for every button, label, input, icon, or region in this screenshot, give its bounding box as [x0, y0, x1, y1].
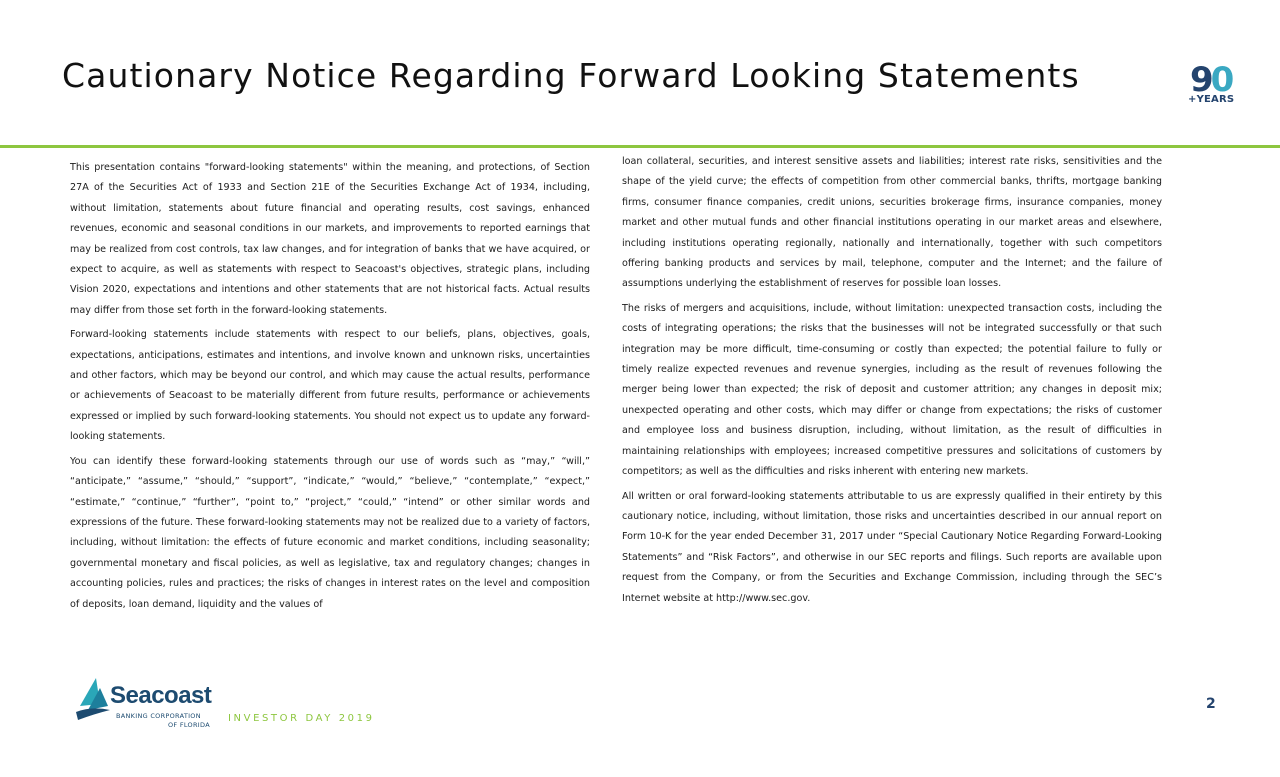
paragraph: You can identify these forward-looking statements through our use of words such as “may,” “will,” “anticipate,” “assume,” “should,” “support”, “indicate,” “would,” “believe,” “contemplate,” “expect,” “estimate,” “continue,” “further”, “point to,” “project,” “could,” “intend” or other similar words and expressions of the future. These forward-looking statements may not be realized due to a variety of factors, including, without limitation: the effects of future economic and market conditions, including seasonality; governmental monetary and fiscal policies, as well as legislative, tax and regulatory changes; changes in accounting policies, rules and practices; the risks of changes in interest rates on the level and composition of deposits, loan demand, liquidity and the values of [70, 455, 590, 610]
paragraph: Forward-looking statements include statements with respect to our beliefs, plans, objectives, goals, expectations, anticipations, estimates and intentions, and involve known and unknown risks, uncertainties and other factors, which may be beyond our control, and which may cause the actual results, performance or achievements of Seacoast to be materially different from future results, performance or achievements expressed or implied by such forward-looking statements. You should not expect us to update any forward-looking statements. [70, 329, 590, 443]
paragraph: All written or oral forward-looking statements attributable to us are expressly qualified in their entirety by this cautionary notice, including, without limitation, those risks and uncertainties described in our annual report on Form 10-K for the year ended December 31, 2017 under “Special Cautionary Notice Regarding Forward-Looking Statements” and “Risk Factors”, and otherwise in our SEC reports and filings. Such reports are available upon request from the Company, or from the Securities and Exchange Commission, including through the SEC’s Internet website at http://www.sec.gov. [622, 490, 1162, 604]
left-column [70, 158, 590, 619]
logo-subtitle-2: OF FLORIDA [168, 721, 210, 729]
right-column [622, 152, 1162, 613]
90-years-badge-icon [1186, 60, 1236, 108]
badge-number: 90 [1190, 60, 1232, 100]
logo-subtitle: BANKING CORPORATION [116, 712, 201, 720]
badge-label: +YEARS [1188, 94, 1235, 105]
page-title: Cautionary Notice Regarding Forward Looking Statements [62, 56, 1080, 95]
seacoast-logo [66, 660, 216, 746]
event-label: INVESTOR DAY 2019 [228, 713, 375, 724]
header-divider [0, 145, 1280, 148]
logo-wordmark: Seacoast [110, 682, 212, 709]
paragraph: This presentation contains "forward-looking statements" within the meaning, and protections, of Section 27A of the Securities Act of 1933 and Section 21E of the Securities Exchange Act of 1934, including, without limitation, statements about future financial and operating results, cost savings, enhanced revenues, economic and seasonal conditions in our markets, and improvements to reported earnings that may be realized from cost controls, tax law changes, and for integration of banks that we have acquired, or expect to acquire, as well as statements with respect to Seacoast's objectives, strategic plans, including Vision 2020, expectations and intentions and other statements that are not historical facts. Actual results may differ from those set forth in the forward-looking statements. [70, 162, 590, 316]
paragraph: loan collateral, securities, and interest sensitive assets and liabilities; interest rate risks, sensitivities and the shape of the yield curve; the effects of competition from other commercial banks, thrifts, mortgage banking firms, consumer finance companies, credit unions, securities brokerage firms, insurance companies, money market and other mutual funds and other financial institutions operating in our market areas and elsewhere, including institutions operating regionally, nationally and internationally, together with such competitors offering banking products and services by mail, telephone, computer and the Internet; and the failure of assumptions underlying the establishment of reserves for possible loan losses. [622, 156, 1162, 290]
page-number: 2 [1206, 696, 1216, 712]
paragraph: The risks of mergers and acquisitions, include, without limitation: unexpected transaction costs, including the costs of integrating operations; the risks that the businesses will not be integrated successfully or that such integration may be more difficult, time-consuming or costly than expected; the potential failure to fully or timely realize expected revenues and revenue synergies, including as the result of revenues following the merger being lower than expected; the risk of deposit and customer attrition; any changes in deposit mix; unexpected operating and other costs, which may differ or change from expectations; the risks of customer and employee loss and business disruption, including, without limitation, as the result of difficulties in maintaining relationships with employees; increased competitive pressures and solicitations of customers by competitors; as well as the difficulties and risks inherent with entering new markets. [622, 302, 1162, 478]
sail-icon [74, 676, 114, 726]
